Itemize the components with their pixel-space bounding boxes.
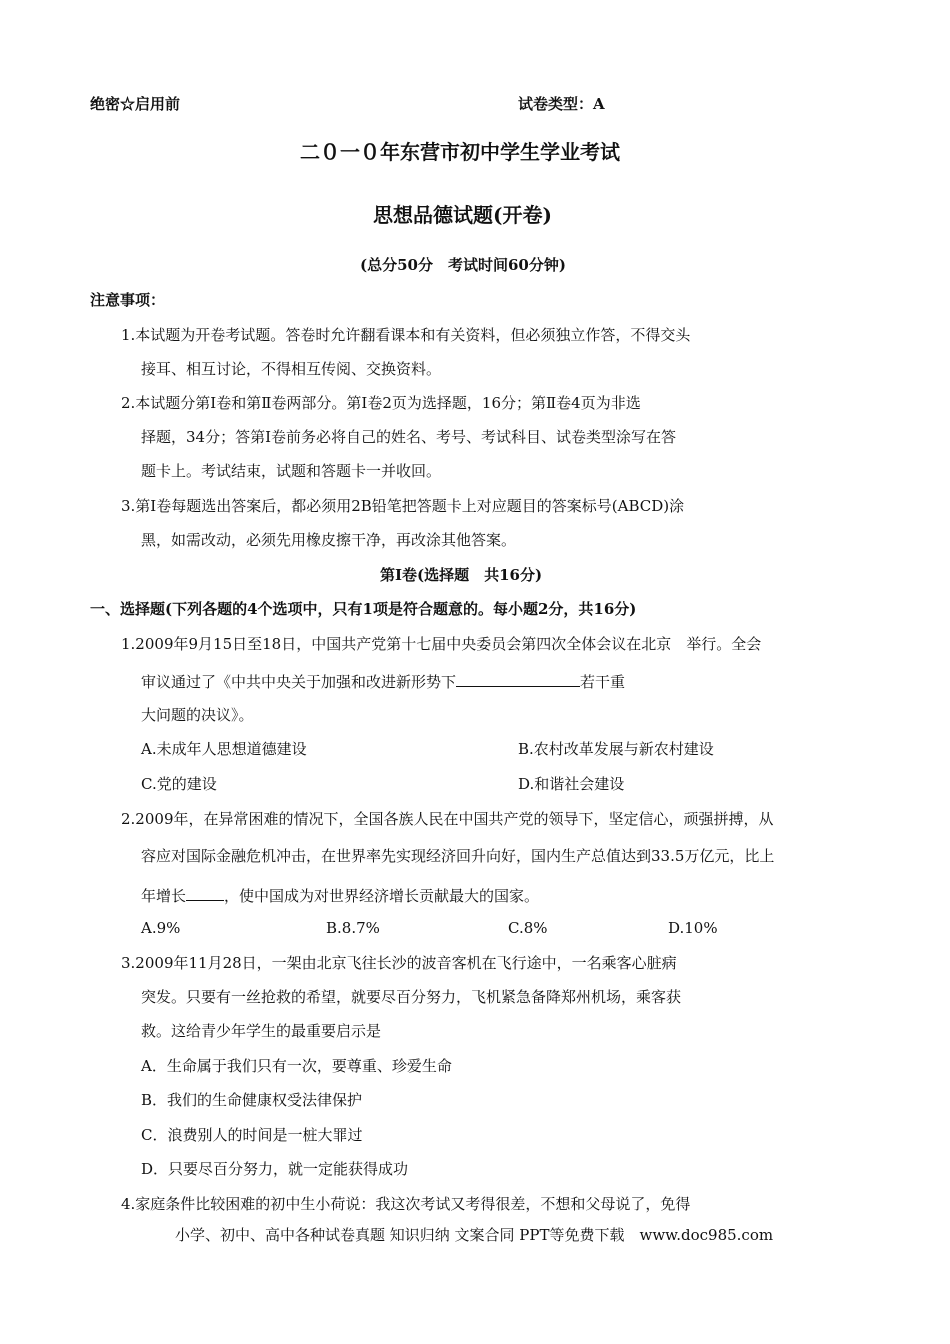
- question-3-option-c: C．浪费别人的时间是一桩大罪过: [141, 1126, 363, 1144]
- question-3-line-1: 3.2009年11月28日，一架由北京飞往长沙的波音客机在飞行途中，一名乘客心脏病: [121, 954, 677, 972]
- notice-heading: 注意事项：: [90, 291, 166, 309]
- question-3-line-2: 突发。只要有一丝抢救的希望，就要尽百分努力，飞机紧急备降郑州机场，乘客获: [141, 988, 682, 1006]
- notice-item-1-line-2: 接耳、相互讨论，不得相互传阅、交换资料。: [141, 360, 442, 378]
- notice-item-3-line-1: 3.第Ⅰ卷每题选出答案后，都必须用2B铅笔把答题卡上对应题目的答案标号(ABCD)涂: [121, 497, 685, 515]
- question-1-option-d: D.和谐社会建设: [518, 775, 625, 793]
- question-1-text-a: 审议通过了《中共中央关于加强和改进新形势下: [141, 673, 457, 691]
- score-info: (总分50分 考试时间60分钟): [360, 256, 566, 274]
- exam-title: 二０一０年东营市初中学生学业考试: [300, 140, 620, 164]
- question-2-line-3: [141, 884, 539, 906]
- part1-heading: 第Ⅰ卷(选择题 共16分): [380, 566, 543, 584]
- notice-item-3-line-2: 黑，如需改动，必须先用橡皮擦干净，再改涂其他答案。: [141, 531, 517, 549]
- question-1-option-c: C.党的建设: [141, 775, 217, 793]
- question-1-option-a: A.未成年人思想道德建设: [141, 740, 307, 758]
- notice-item-2-line-3: 题卡上。考试结束，试题和答题卡一并收回。: [141, 462, 442, 480]
- exam-subtitle: 思想品德试题(开卷): [373, 203, 552, 227]
- question-3-option-b: B．我们的生命健康权受法律保护: [141, 1091, 363, 1109]
- question-2-option-d: D.10%: [668, 919, 718, 937]
- question-2-line-1: 2.2009年，在异常困难的情况下，全国各族人民在中国共产党的领导下，坚定信心，顽强拼搏，从: [121, 810, 774, 828]
- question-1-line-2: [141, 670, 625, 692]
- paper-type-label: 试卷类型：A: [518, 95, 605, 113]
- question-2-line-2: 容应对国际金融危机冲击，在世界率先实现经济回升向好，国内生产总值达到33.5万亿元，比上: [141, 847, 775, 865]
- question-2-option-a: A.9%: [141, 919, 181, 937]
- question-4-line-1: 4.家庭条件比较困难的初中生小荷说：我这次考试又考得很差，不想和父母说了，免得: [121, 1195, 691, 1213]
- notice-item-2-line-2: 择题，34分；答第Ⅰ卷前务必将自己的姓名、考号、考试科目、试卷类型涂写在答: [141, 428, 677, 446]
- question-3-option-d: D．只要尽百分努力，就一定能获得成功: [141, 1160, 409, 1178]
- answer-blank: [186, 884, 224, 901]
- question-1-text-b: 若干重: [580, 673, 626, 691]
- question-2-text-b: ，使中国成为对世界经济增长贡献最大的国家。: [224, 887, 540, 905]
- page-footer: 小学、初中、高中各种试卷真题 知识归纳 文案合同 PPT等免费下载 www.doc985.com: [175, 1226, 774, 1244]
- secret-label: 绝密☆启用前: [90, 95, 181, 113]
- question-1-line-1: 1.2009年9月15日至18日，中国共产党第十七届中央委员会第四次全体会议在北京 举行。全会: [121, 635, 762, 653]
- answer-blank: [456, 670, 580, 687]
- question-2-text-a: 年增长: [141, 887, 187, 905]
- question-2-option-c: C.8%: [508, 919, 548, 937]
- question-1-line-3: 大问题的决议》。: [141, 706, 254, 724]
- question-2-option-b: B.8.7%: [326, 919, 380, 937]
- notice-item-2-line-1: 2.本试题分第Ⅰ卷和第Ⅱ卷两部分。第Ⅰ卷2页为选择题，16分；第Ⅱ卷4页为非选: [121, 394, 641, 412]
- question-1-option-b: B.农村改革发展与新农村建设: [518, 740, 714, 758]
- section1-heading: 一、选择题(下列各题的4个选项中，只有1项是符合题意的。每小题2分，共16分): [90, 600, 637, 618]
- question-3-option-a: A．生命属于我们只有一次，要尊重、珍爱生命: [141, 1057, 452, 1075]
- question-3-line-3: 救。这给青少年学生的最重要启示是: [141, 1022, 382, 1040]
- notice-item-1-line-1: 1.本试题为开卷考试题。答卷时允许翻看课本和有关资料，但必须独立作答，不得交头: [121, 326, 691, 344]
